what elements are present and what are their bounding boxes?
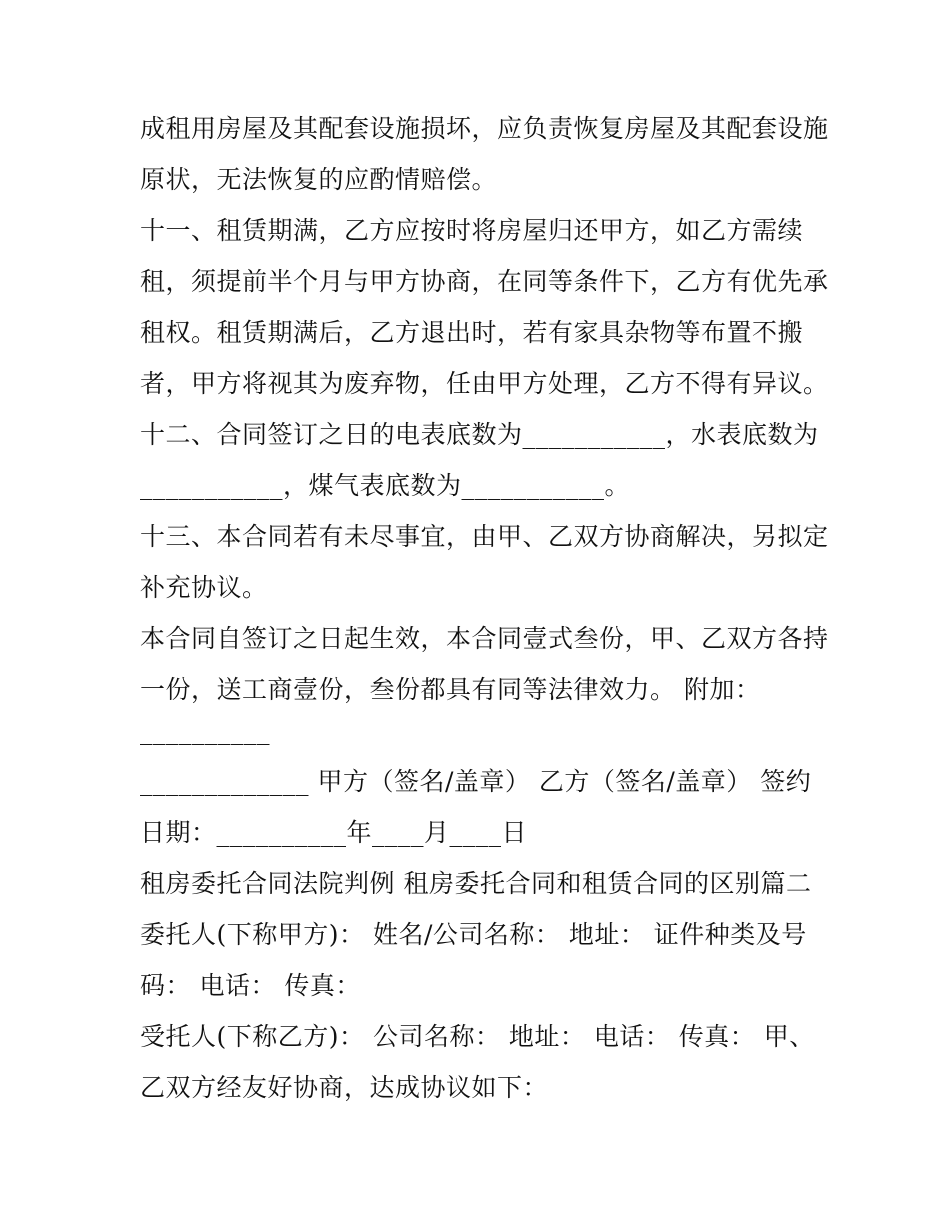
- text-line: 乙双方经友好协商，达成协议如下：: [140, 1073, 549, 1102]
- text-line: 一份，送工商壹份，叁份都具有同等法律效力。 附加：: [140, 675, 761, 704]
- text-line: 租权。租赁期满后，乙方退出时，若有家具杂物等布置不搬: [140, 318, 804, 347]
- section-heading: 租房委托合同法院判例 租房委托合同和租赁合同的区别篇二: [140, 869, 812, 898]
- text-line: 受托人(下称乙方)： 公司名称： 地址： 电话： 传真： 甲、: [140, 1022, 815, 1051]
- text-line: 补充协议。: [140, 573, 268, 602]
- text-line: ___________，煤气表底数为___________。: [140, 471, 631, 500]
- text-line: 十一、租赁期满，乙方应按时将房屋归还甲方，如乙方需续: [140, 216, 804, 245]
- text-line: 日期：__________年____月____日: [140, 818, 528, 847]
- text-line: 成租用房屋及其配套设施损坏，应负责恢复房屋及其配套设施: [140, 114, 829, 143]
- text-line: 本合同自签订之日起生效，本合同壹式叁份，甲、乙双方各持: [140, 624, 829, 653]
- text-line: 原状，无法恢复的应酌情赔偿。: [140, 165, 498, 194]
- text-line: 码： 电话： 传真：: [140, 971, 361, 1000]
- text-line: 委托人(下称甲方)： 姓名/公司名称： 地址： 证件种类及号: [140, 920, 807, 949]
- text-line: 者，甲方将视其为废弃物，任由甲方处理，乙方不得有异议。: [140, 369, 829, 398]
- signature-blank-line: __________: [140, 716, 270, 745]
- text-line: 十三、本合同若有未尽事宜，由甲、乙双方协商解决，另拟定: [140, 522, 829, 551]
- text-line: _____________ 甲方（签名/盖章） 乙方（签名/盖章） 签约: [140, 767, 812, 796]
- text-line: 租，须提前半个月与甲方协商，在同等条件下，乙方有优先承: [140, 267, 829, 296]
- text-line: 十二、合同签订之日的电表底数为___________，水表底数为: [140, 420, 819, 449]
